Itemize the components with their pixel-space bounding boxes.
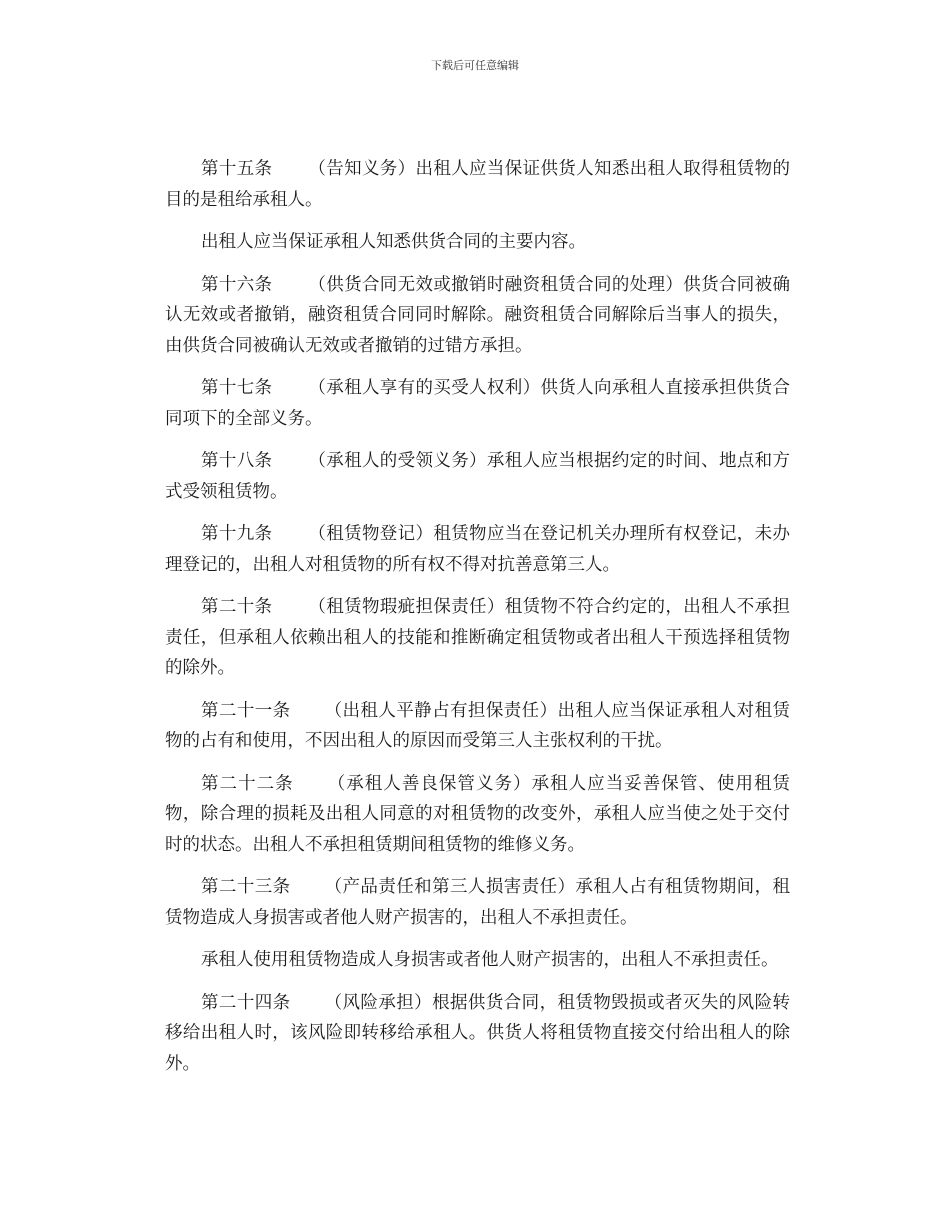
article-21: [165, 696, 790, 757]
article-text: （出租人平静占有担保责任）出租人应当保证承租人对租赁物的占有和使用，不因出租人的原因而受第三人主张权利的干扰。: [165, 700, 791, 751]
document-body: [165, 154, 790, 1091]
article-number: 第十六条: [201, 274, 273, 295]
article-15: [165, 154, 790, 215]
article-18: [165, 446, 790, 507]
article-number: 第二十二条: [201, 773, 294, 794]
article-number: 第二十三条: [201, 877, 291, 897]
article-number: 第二十四条: [201, 992, 291, 1013]
article-text: （承租人善良保管义务）承租人应当妥善保管、使用租赁物，除合理的损耗及出租人同意的对租赁物的改变外，承租人应当使之处于交付时的状态。出租人不承担租赁期间租赁物的维修义务。: [165, 773, 791, 855]
article-text: 出租人应当保证承租人知悉供货合同的主要内容。: [201, 232, 586, 252]
article-17: [165, 373, 790, 434]
article-15-paragraph-2: [165, 227, 790, 258]
article-text: （承租人享有的买受人权利）供货人向承租人直接承担供货合同项下的全部义务。: [165, 378, 791, 429]
article-text: （供货合同无效或撤销时融资租赁合同的处理）供货合同被确认无效或者撤销，融资租赁合同同时解除。融资租赁合同解除后当事人的损失，由供货合同被确认无效或者撤销的过错方承担。: [165, 274, 791, 356]
article-text: （租赁物登记）租赁物应当在登记机关办理所有权登记，未办理登记的，出租人对租赁物的所有权不得对抗善意第三人。: [165, 524, 791, 575]
article-number: 第十九条: [201, 524, 273, 544]
article-number: 第二十条: [201, 597, 273, 617]
article-22: [165, 769, 790, 861]
article-number: 第十七条: [201, 378, 273, 398]
article-number: 第十五条: [201, 159, 273, 179]
page-header: 下载后可任意编辑: [431, 59, 519, 72]
article-23-paragraph-2: [165, 945, 790, 976]
article-text: （告知义务）出租人应当保证供货人知悉出租人取得租赁物的目的是租给承租人。: [165, 159, 791, 210]
article-16: [165, 270, 790, 362]
article-text: 承租人使用租赁物造成人身损害或者他人财产损害的，出租人不承担责任。: [201, 950, 779, 970]
article-20: [165, 592, 790, 684]
article-text: （产品责任和第三人损害责任）承租人占有租赁物期间，租赁物造成人身损害或者他人财产损害的，出租人不承担责任。: [165, 877, 791, 928]
article-text: （承租人的受领义务）承租人应当根据约定的时间、地点和方式受领租赁物。: [165, 451, 791, 502]
article-24: [165, 988, 790, 1080]
article-text: （风险承担）根据供货合同，租赁物毁损或者灭失的风险转移给出租人时，该风险即转移给承租人。供货人将租赁物直接交付给出租人的除外。: [165, 992, 791, 1074]
article-number: 第二十一条: [201, 700, 291, 721]
article-text: （租赁物瑕疵担保责任）租赁物不符合约定的，出租人不承担责任，但承租人依赖出租人的技能和推断确定租赁物或者出租人干预选择租赁物的除外。: [165, 597, 791, 678]
article-number: 第十八条: [201, 451, 273, 471]
article-19: [165, 519, 790, 580]
article-23: [165, 872, 790, 933]
